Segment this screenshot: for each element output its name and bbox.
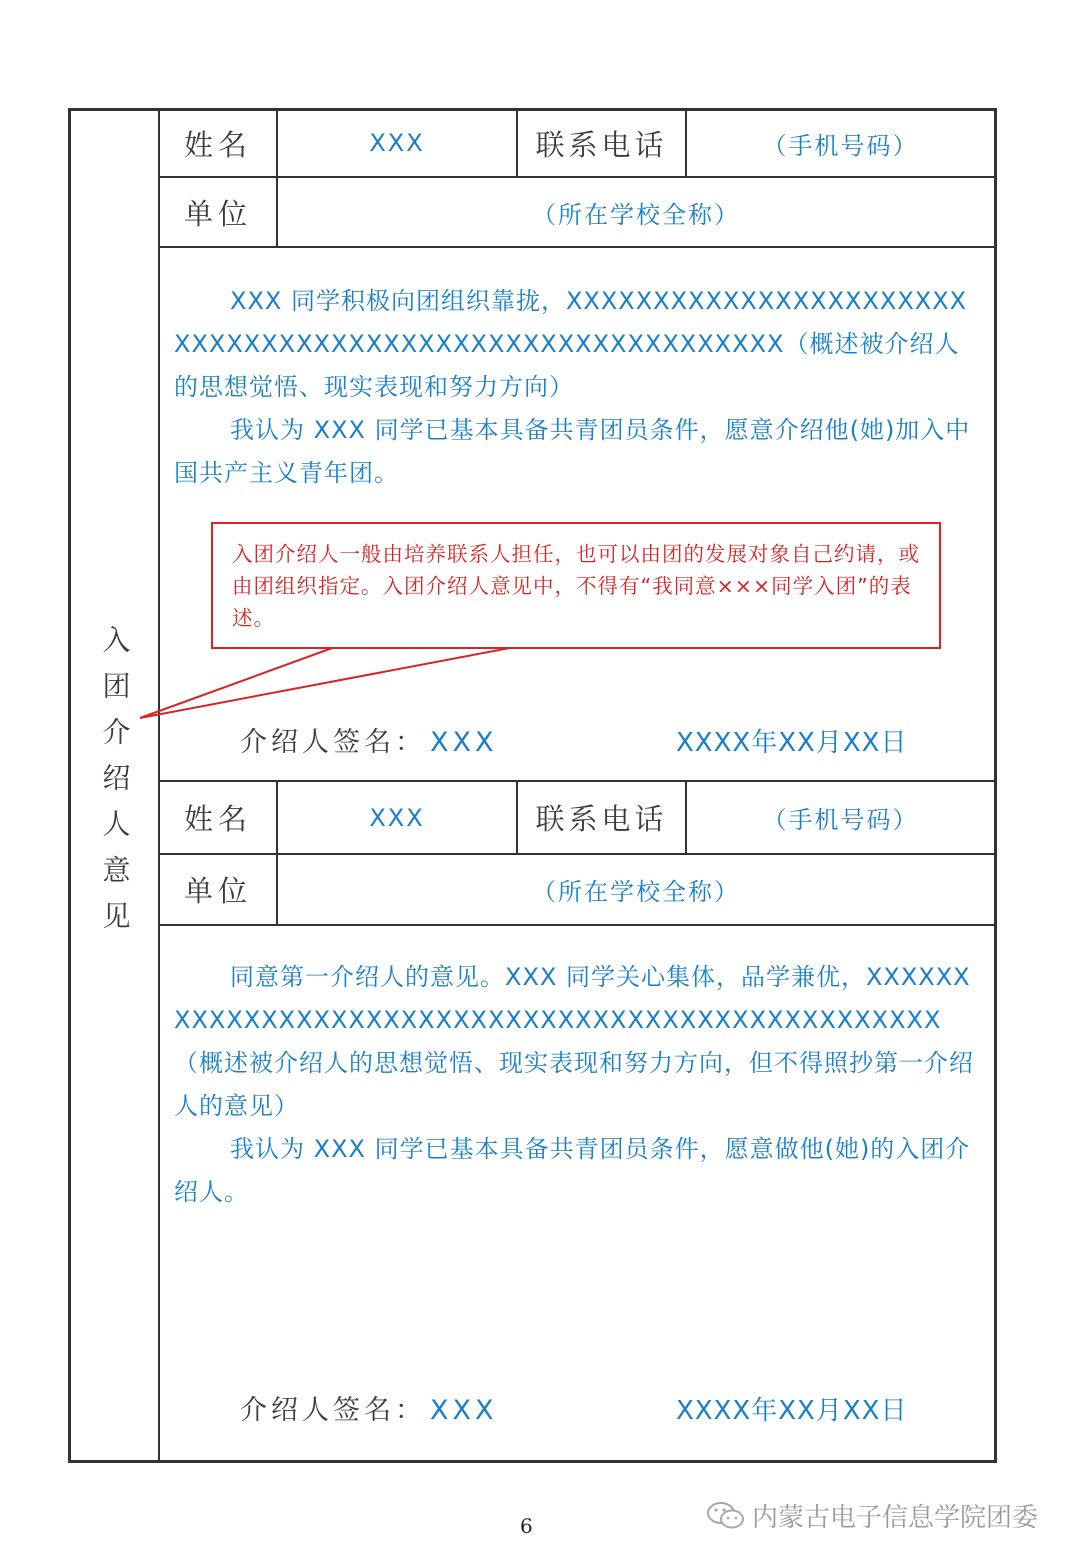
side-label: 入团介绍人意见 (98, 625, 132, 947)
opinion-paragraph: 同意第一介绍人的意见。XXX 同学关心集体，品学兼优，XXXXXXXXXXXXXXXXXXXXXXXXXXXXXXXXXXXXXXXXXXXXXXXXXX（概述被介绍人的思想觉悟、现实表现和努力方向，但不得照抄第一介绍人的意见） (174, 963, 974, 1120)
unit-label: 单位 (183, 196, 252, 231)
opinion-paragraph: 我认为 XXX 同学已基本具备共青团员条件，愿意做他(她)的入团介绍人。 (174, 1135, 971, 1206)
watermark-text: 内蒙古电子信息学院团委 (752, 1503, 1039, 1533)
signature-value: XXX (430, 1395, 498, 1426)
signature-line (240, 720, 498, 759)
watermark (706, 1497, 1038, 1534)
phone-label: 联系电话 (535, 802, 668, 836)
sign-date: XXXX年XX月XX日 (676, 1396, 908, 1426)
sign-date: XXXX年XX月XX日 (676, 728, 908, 758)
phone-value: （手机号码） (762, 131, 919, 160)
unit-value: （所在学校全称） (532, 878, 740, 906)
unit-label: 单位 (183, 874, 252, 908)
opinion-text-2 (174, 956, 974, 1214)
page-number: 6 (520, 1514, 533, 1538)
opinion-paragraph: XXX 同学积极向团组织靠拢，XXXXXXXXXXXXXXXXXXXXXXXXXXXXXXXXXXXXXXXXXXXXXXXXXXXXXXXXXX（概述被介绍人的思想觉悟、现实表现和努力方向） (174, 287, 968, 401)
row-divider (158, 924, 996, 926)
name-label: 姓名 (183, 802, 252, 836)
name-label: 姓名 (183, 127, 252, 162)
unit-value: （所在学校全称） (532, 200, 740, 229)
signature-line (240, 1388, 498, 1427)
name-value: XXX (369, 803, 425, 832)
signature-label: 介绍人签名： (240, 727, 426, 758)
signature-value: XXX (430, 727, 498, 758)
wechat-icon (706, 1500, 746, 1532)
frame-bottom-border (68, 1460, 997, 1463)
signature-label: 介绍人签名： (240, 1395, 426, 1426)
opinion-paragraph: 我认为 XXX 同学已基本具备共青团员条件，愿意介绍他(她)加入中国共产主义青年团。 (174, 416, 971, 487)
name-value: XXX (369, 129, 425, 157)
callout-note: 入团介绍人一般由培养联系人担任，也可以由团的发展对象自己约请，或由团组织指定。入团介绍人意见中，不得有“我同意×××同学入团”的表述。 (232, 542, 920, 630)
phone-label: 联系电话 (535, 127, 668, 162)
phone-value: （手机号码） (762, 806, 919, 834)
